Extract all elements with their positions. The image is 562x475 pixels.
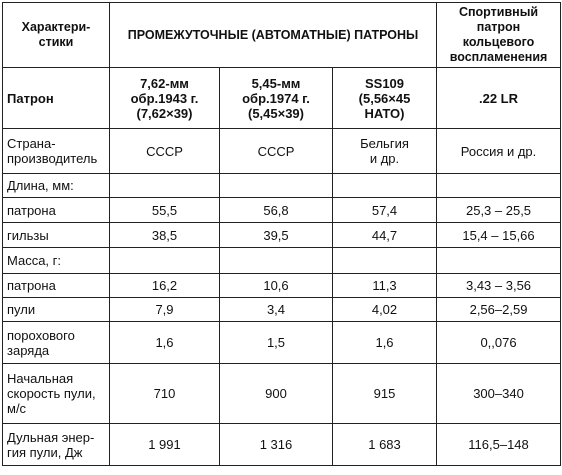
table-row (3, 364, 561, 424)
cartridge-label: Патрон (3, 68, 110, 129)
cell (220, 248, 333, 274)
header-intermediate-cartridges: ПРОМЕЖУТОЧНЫЕ (АВТОМАТНЫЕ) ПАТРОНЫ (110, 3, 437, 68)
cell: 2,56–2,59 (437, 298, 561, 322)
cell: 900 (220, 364, 333, 424)
table-row (3, 298, 561, 322)
row-label: Начальная скорость пули, м/с (3, 364, 110, 424)
cartridge-col-2: 5,45-мм обр.1974 г. (5,45×39) (220, 68, 333, 129)
cell: 10,6 (220, 274, 333, 298)
table-header-row (3, 3, 561, 68)
cell: 300–340 (437, 364, 561, 424)
cartridge-row (3, 68, 561, 129)
cell: 1 683 (333, 424, 437, 466)
cartridge-col-1: 7,62-мм обр.1943 г. (7,62×39) (110, 68, 220, 129)
row-label: Страна- производитель (3, 129, 110, 174)
cell: Россия и др. (437, 129, 561, 174)
cell: 116,5–148 (437, 424, 561, 466)
cell: 1 316 (220, 424, 333, 466)
cell: 3,4 (220, 298, 333, 322)
cell: 39,5 (220, 223, 333, 248)
cartridge-col-3: SS109 (5,56×45 HATO) (333, 68, 437, 129)
table-row (3, 322, 561, 364)
cell: СССР (110, 129, 220, 174)
table-row (3, 274, 561, 298)
cell: 11,3 (333, 274, 437, 298)
row-label: Масса, г: (3, 248, 110, 274)
cell (333, 248, 437, 274)
table-row (3, 198, 561, 223)
table-row (3, 223, 561, 248)
cell: 3,43 – 3,56 (437, 274, 561, 298)
cell (110, 174, 220, 198)
cell: 1,6 (110, 322, 220, 364)
cell: 57,4 (333, 198, 437, 223)
cell (437, 248, 561, 274)
cell: 38,5 (110, 223, 220, 248)
cell: 44,7 (333, 223, 437, 248)
row-label: Дульная энер- гия пули, Дж (3, 424, 110, 466)
header-characteristics: Характери- стики (3, 3, 110, 68)
row-label: Длина, мм: (3, 174, 110, 198)
cartridge-col-4: .22 LR (437, 68, 561, 129)
header-sport-cartridge: Спортивный патрон кольцевого воспламенения (437, 3, 561, 68)
cell: 55,5 (110, 198, 220, 223)
table-row (3, 424, 561, 466)
cell: 1,6 (333, 322, 437, 364)
row-label: патрона (3, 198, 110, 223)
cell: 7,9 (110, 298, 220, 322)
row-label: гильзы (3, 223, 110, 248)
cell: 15,4 – 15,66 (437, 223, 561, 248)
cell: 915 (333, 364, 437, 424)
cell (437, 174, 561, 198)
cell: 1 991 (110, 424, 220, 466)
cell: 16,2 (110, 274, 220, 298)
table-row (3, 248, 561, 274)
table-row (3, 129, 561, 174)
row-label: патрона (3, 274, 110, 298)
cell: 710 (110, 364, 220, 424)
row-label: пули (3, 298, 110, 322)
cell: СССР (220, 129, 333, 174)
cell (333, 174, 437, 198)
cell: 25,3 – 25,5 (437, 198, 561, 223)
cell: 4,02 (333, 298, 437, 322)
cell: Бельгия и др. (333, 129, 437, 174)
cell (220, 174, 333, 198)
cartridge-comparison-table (2, 2, 561, 466)
row-label: порохового заряда (3, 322, 110, 364)
cell: 1,5 (220, 322, 333, 364)
cell: 56,8 (220, 198, 333, 223)
table-row (3, 174, 561, 198)
cell: 0,,076 (437, 322, 561, 364)
cell (110, 248, 220, 274)
